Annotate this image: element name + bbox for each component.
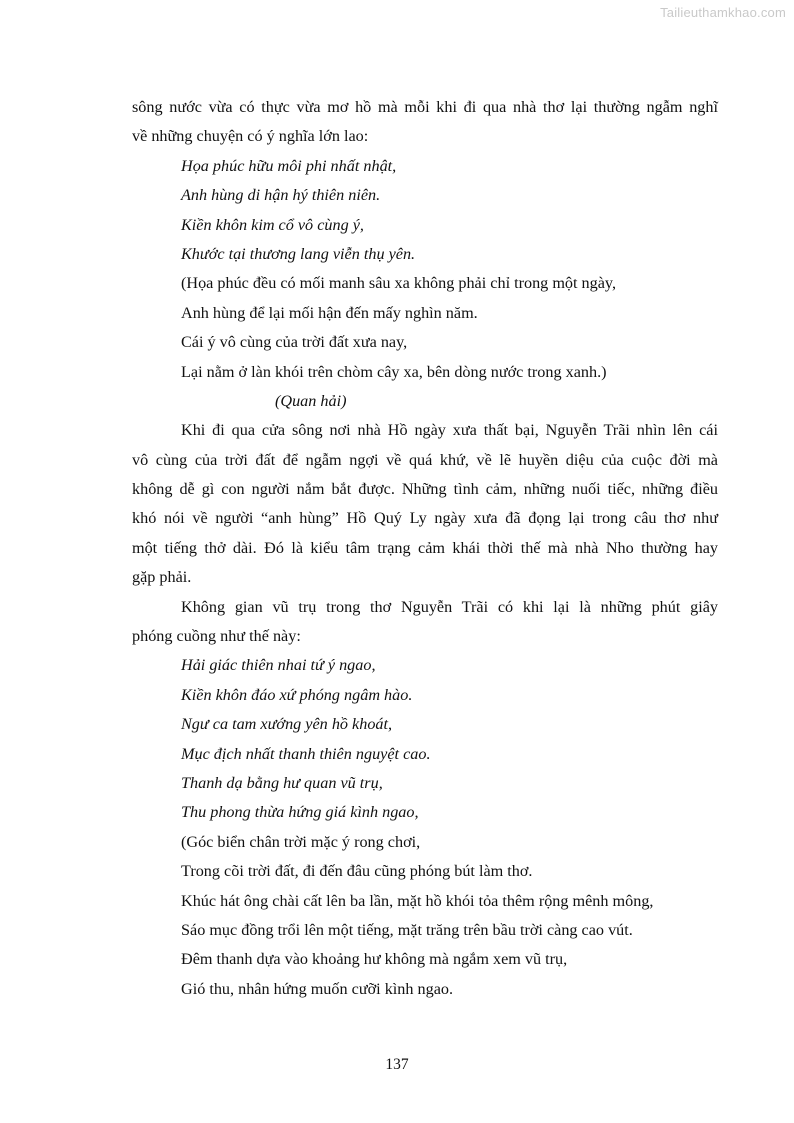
translation-line: Anh hùng để lại mối hận đến mấy nghìn năm.: [181, 303, 478, 322]
watermark: Tailieuthamkhao.com: [660, 5, 786, 20]
paragraph-line: gặp phải.: [132, 568, 192, 587]
poem-source: (Quan hải): [275, 391, 347, 410]
paragraph-line: Khi đi qua cửa sông nơi nhà Hồ ngày xưa thất bại, Nguyễn Trãi nhìn lên cái: [181, 421, 718, 440]
translation-line: Cái ý vô cùng của trời đất xưa nay,: [181, 333, 408, 352]
paragraph-line: Không gian vũ trụ trong thơ Nguyễn Trãi có khi lại là những phút giây: [181, 597, 718, 616]
translation-line: Khúc hát ông chài cất lên ba lần, mặt hồ khói tỏa thêm rộng mênh mông,: [181, 891, 654, 910]
poem-line: Ngư ca tam xướng yên hồ khoát,: [181, 715, 393, 734]
page-body: [132, 93, 718, 1004]
translation-line: Gió thu, nhân hứng muốn cưỡi kình ngao.: [181, 979, 454, 998]
translation-line: Đêm thanh dựa vào khoảng hư không mà ngắm xem vũ trụ,: [181, 950, 568, 969]
translation-line: Trong cõi trời đất, đi đến đâu cũng phóng bút làm thơ.: [181, 862, 533, 881]
poem-line: Thanh dạ bằng hư quan vũ trụ,: [181, 773, 383, 792]
poem-line: Khước tại thương lang viễn thụ yên.: [181, 244, 416, 263]
poem-line: Hải giác thiên nhai tứ ý ngao,: [181, 656, 376, 675]
poem-line: Họa phúc hữu môi phi nhất nhật,: [181, 156, 397, 175]
translation-line: Lại nằm ở làn khói trên chòm cây xa, bên dòng nước trong xanh.): [181, 362, 607, 381]
paragraph-line: phóng cuồng như thế này:: [132, 627, 301, 646]
paragraph-line: một tiếng thở dài. Đó là kiểu tâm trạng cảm khái thời thế mà nhà Nho thường hay: [132, 538, 718, 557]
poem-line: Kiền khôn kim cổ vô cùng ý,: [181, 215, 364, 234]
paragraph-line: khó nói về người “anh hùng” Hồ Quý Ly ngày xưa đã đọng lại trong câu thơ như: [132, 509, 718, 528]
poem-line: Mục địch nhất thanh thiên nguyệt cao.: [181, 744, 431, 763]
translation-line: (Góc biển chân trời mặc ý rong chơi,: [181, 832, 421, 851]
translation-line: (Họa phúc đều có mối manh sâu xa không phải chỉ trong một ngày,: [181, 274, 617, 293]
translation-line: Sáo mục đồng trổi lên một tiếng, mặt trăng trên bầu trời càng cao vút.: [181, 920, 633, 939]
poem-line: Kiền khôn đáo xứ phóng ngâm hào.: [181, 685, 413, 704]
poem-line: Anh hùng di hận hý thiên niên.: [181, 186, 381, 205]
intro-line: về những chuyện có ý nghĩa lớn lao:: [132, 127, 369, 146]
intro-line: sông nước vừa có thực vừa mơ hồ mà mỗi khi đi qua nhà thơ lại thường ngẫm nghĩ: [132, 98, 718, 116]
paragraph-line: không dễ gì con người nắm bắt được. Những tình cảm, những nuối tiếc, những điều: [132, 480, 718, 499]
page-number: 137: [385, 1056, 409, 1073]
paragraph-line: vô cùng của trời đất để ngẫm ngợi về quá khứ, về lẽ huyền diệu của cuộc đời mà: [132, 450, 718, 469]
poem-line: Thu phong thừa hứng giá kình ngao,: [181, 803, 419, 822]
